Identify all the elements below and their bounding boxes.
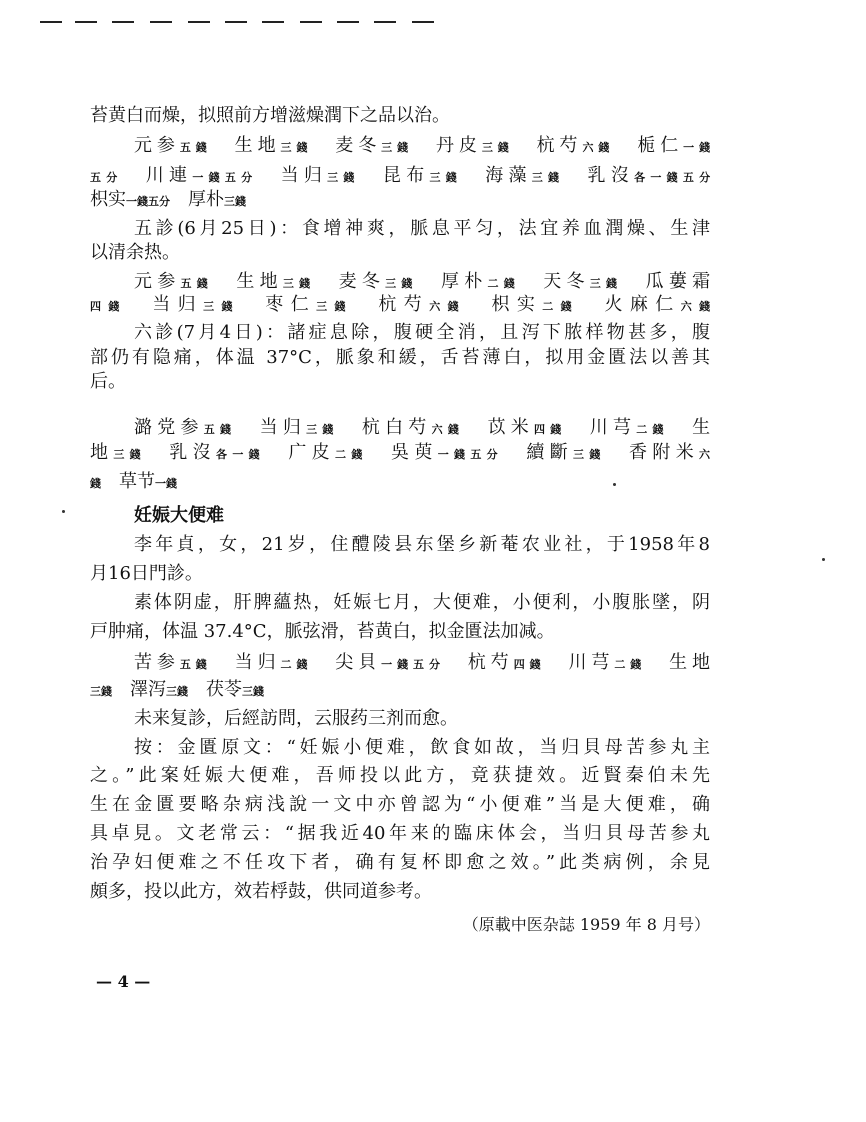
text-line — [90, 620, 710, 644]
text-segment: 澤泻 — [112, 679, 166, 700]
dosage: 四錢 — [533, 423, 567, 436]
text-segment: 天冬 — [520, 271, 590, 292]
text-segment: 按：金匱原文：“妊娠小便难，飲食如故，当归貝母苦参丸主 — [134, 737, 710, 758]
text-segment: 瓜蔞霜 — [622, 271, 711, 292]
text-segment: 吳萸 — [367, 442, 438, 463]
dosage: 三錢 — [531, 171, 565, 184]
text-segment: 广皮 — [265, 442, 336, 463]
dosage: 三錢 — [113, 448, 147, 461]
text-segment: 当归 — [236, 417, 307, 438]
text-segment: 妊娠大便难 — [134, 505, 224, 526]
text-line — [90, 793, 710, 817]
page-number: — 4 — — [96, 972, 151, 991]
text-segment: 苡米 — [464, 417, 534, 438]
text-segment: 之。”此案妊娠大便难，吾师投以此方，竟获捷效。近賢秦伯未先 — [90, 765, 710, 786]
text-segment: 戸肿痛，体温 37.4°C，脈弦滑，苔黄白，拟金匱法加减。 — [90, 621, 555, 642]
text-segment: 枳实 — [466, 294, 543, 315]
text-segment: 生在金匱要略杂病浅說一文中亦曾認为“小便难”当是大便难，确 — [90, 794, 710, 815]
dosage: 六 — [699, 448, 711, 461]
text-segment: 栀仁 — [614, 135, 684, 156]
text-segment: 治孕妇便难之不任攻下者，确有复杯即愈之效。”此类病例，余見 — [90, 852, 710, 873]
text-line — [90, 164, 710, 190]
dosage: 三錢 — [90, 685, 112, 698]
text-line — [90, 470, 710, 496]
text-segment: 当归 — [126, 294, 204, 315]
dosage: 六錢 — [582, 141, 615, 154]
text-segment: 厚朴 — [170, 189, 224, 210]
text-segment: 香附米 — [605, 442, 700, 463]
text-segment: 續斷 — [503, 442, 574, 463]
text-line — [90, 104, 710, 128]
dosage: 六錢 — [431, 423, 465, 436]
text-line — [90, 533, 710, 557]
text-segment: 地 — [90, 442, 114, 463]
text-segment: 枳实 — [90, 189, 126, 210]
dosage: 各一錢五分 — [634, 171, 711, 184]
dosage: 五錢 — [180, 277, 214, 290]
text-segment: 頗多，投以此方，效若桴鼓，供同道参考。 — [90, 881, 432, 902]
text-line — [90, 293, 710, 319]
dosage: 一錢五分 — [126, 195, 170, 208]
text-segment: 乳沒 — [146, 442, 217, 463]
text-segment: 苔黄白而燥，拟照前方增滋燥潤下之品以治。 — [90, 105, 450, 126]
dosage: 一錢五分 — [192, 171, 258, 184]
text-segment: 生地 — [646, 652, 711, 673]
dosage: 五錢 — [179, 141, 212, 154]
text-segment: 麦冬 — [315, 271, 386, 292]
text-line — [90, 416, 710, 442]
text-segment: 未来复診，后經訪問，云服药三剂而愈。 — [134, 708, 458, 729]
dosage: 二錢 — [614, 658, 647, 671]
dosage: 一錢 — [155, 477, 177, 490]
text-segment: 当归 — [211, 652, 281, 673]
dosage: 三錢 — [166, 685, 188, 698]
text-segment: 丹皮 — [413, 135, 482, 156]
text-line — [90, 651, 710, 677]
text-segment: 厚朴 — [417, 271, 488, 292]
dosage: 三錢 — [381, 141, 414, 154]
text-line — [90, 822, 710, 846]
text-line — [90, 736, 710, 760]
text-line — [90, 678, 710, 704]
dosage: 二錢 — [335, 448, 368, 461]
dosage: 三錢 — [327, 171, 360, 184]
text-segment: 当归 — [257, 165, 328, 186]
text-segment: 杭芍 — [444, 652, 514, 673]
text-segment: 具卓見。文老常云：“据我近40年来的臨床体会，当归貝母苦参丸 — [90, 823, 710, 844]
dosage: 各一錢 — [216, 448, 266, 461]
text-line — [90, 441, 710, 467]
text-segment: 杭芍 — [513, 135, 583, 156]
text-line — [90, 591, 710, 615]
text-segment: 杭芍 — [352, 294, 430, 315]
text-segment: 元参 — [134, 271, 181, 292]
dosage: 三錢 — [224, 195, 246, 208]
text-segment: 麦冬 — [312, 135, 382, 156]
dosage: 四錢 — [90, 300, 127, 313]
section-heading — [90, 504, 710, 528]
dosage: 三錢 — [306, 423, 339, 436]
dosage: 一錢 — [683, 141, 711, 154]
text-segment: 后。 — [90, 371, 126, 392]
scan-speck — [613, 483, 616, 486]
text-line — [90, 346, 710, 370]
text-segment: 潞党参 — [134, 417, 204, 438]
scan-speck — [822, 558, 825, 561]
text-segment: 素体阴虚，肝脾蘊热，妊娠七月，大便难，小便利，小腹胀墜，阴 — [134, 592, 710, 613]
text-segment: 部仍有隐痛，体温 37°C，脈象和緩，舌苔薄白，拟用金匱法以善其 — [90, 347, 710, 368]
dosage: 三錢 — [385, 277, 418, 290]
text-segment: 杭白芍 — [338, 417, 432, 438]
text-segment: 五診(6月25日)：食增神爽，脈息平匀，法宜养血潤燥、生津 — [134, 218, 710, 239]
dosage: 三錢 — [429, 171, 462, 184]
text-segment: 海藻 — [461, 165, 532, 186]
text-segment: 六診(7月4日)：諸症息除，腹硬全消，且泻下脓样物甚多，腹 — [134, 322, 710, 343]
text-segment: 苦参 — [134, 652, 180, 673]
text-line — [90, 188, 710, 214]
dosage: 四錢 — [513, 658, 546, 671]
text-segment: 尖貝 — [312, 652, 382, 673]
text-segment: 李年貞，女，21岁，住醴陵县东堡乡新菴农业社，于1958年8 — [134, 534, 710, 555]
dosage: 三錢 — [203, 300, 240, 313]
dosage: 二錢 — [280, 658, 313, 671]
text-segment: 元参 — [134, 135, 180, 156]
dosage: 五錢 — [179, 658, 212, 671]
text-segment: 生地 — [211, 135, 281, 156]
text-segment: 川芎 — [545, 652, 615, 673]
dosage: 三錢 — [242, 685, 264, 698]
dosage: 一錢五分 — [381, 658, 445, 671]
text-line — [90, 880, 710, 904]
text-line — [90, 764, 710, 788]
source-note: （原載中医杂誌 1959 年 8 月号） — [462, 915, 710, 934]
text-segment: 以清余热。 — [90, 242, 180, 263]
dosage: 錢 — [90, 477, 101, 490]
text-segment: 川芎 — [566, 417, 637, 438]
text-line — [90, 217, 710, 241]
dosage: 一錢五分 — [437, 448, 504, 461]
text-segment: 草节 — [101, 471, 155, 492]
text-segment: 火麻仁 — [579, 294, 681, 315]
text-segment: 茯苓 — [188, 679, 242, 700]
text-line — [90, 562, 710, 586]
dosage: 六錢 — [680, 300, 711, 313]
text-line — [90, 851, 710, 875]
text-segment: 生地 — [213, 271, 283, 292]
dosage: 三錢 — [282, 277, 316, 290]
scan-speck — [62, 510, 65, 513]
text-line — [90, 321, 710, 345]
text-line — [90, 707, 710, 731]
text-segment: 月16日門診。 — [90, 563, 203, 584]
text-segment: 川連 — [122, 165, 193, 186]
text-segment: 生 — [668, 417, 711, 438]
dosage: 三錢 — [589, 277, 623, 290]
text-line — [90, 370, 710, 394]
text-segment: 枣仁 — [239, 294, 317, 315]
dosage: 三錢 — [573, 448, 606, 461]
text-line — [90, 241, 710, 265]
dosage: 二錢 — [487, 277, 520, 290]
dosage: 六錢 — [429, 300, 467, 313]
text-segment: 昆布 — [359, 165, 430, 186]
dosage: 五分 — [90, 171, 123, 184]
text-line — [90, 134, 710, 160]
dosage: 三錢 — [280, 141, 313, 154]
dosage: 三錢 — [316, 300, 353, 313]
dosage: 二錢 — [636, 423, 669, 436]
dosage: 五錢 — [203, 423, 237, 436]
dosage: 三錢 — [481, 141, 514, 154]
text-segment: 乳沒 — [564, 165, 635, 186]
dosage: 二錢 — [542, 300, 580, 313]
